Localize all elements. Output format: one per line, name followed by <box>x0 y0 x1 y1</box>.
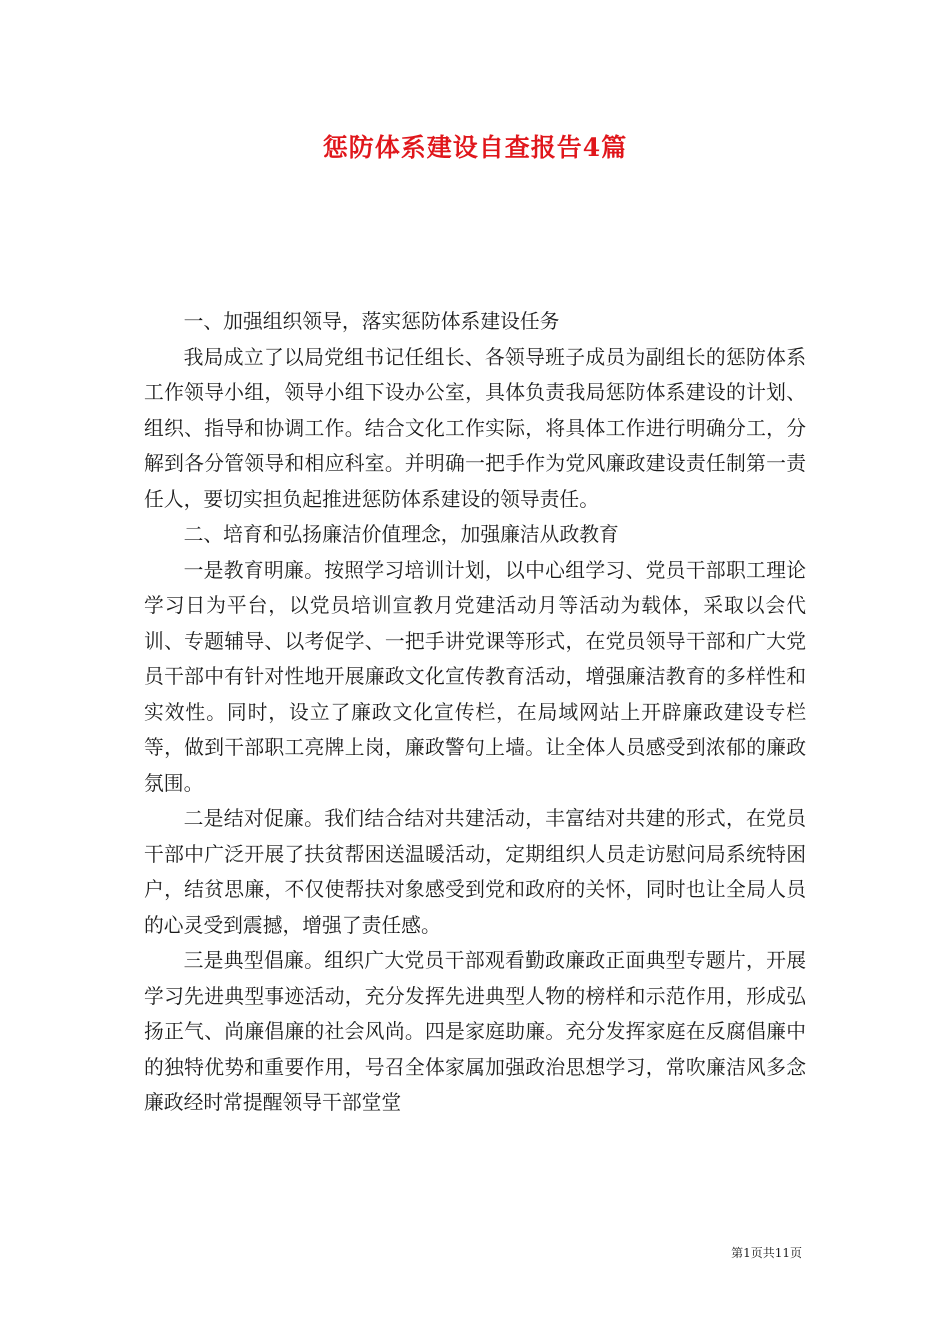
document-title: 惩防体系建设自查报告4篇 <box>322 133 628 162</box>
page-number: 第1页共11页 <box>731 1246 802 1260</box>
document-body <box>144 304 806 1121</box>
section-heading-1: 一、加强组织领导，落实惩防体系建设任务 <box>183 310 560 333</box>
paragraph-4: 三是典型倡廉。组织广大党员干部观看勤政廉政正面典型专题片，开展学习先进典型事迹活动，充分发挥先进典型人物的榜样和示范作用，形成弘扬正气、尚廉倡廉的社会风尚。四是家庭助廉。充分发挥家庭在反腐倡廉中的独特优势和重要作用，号召全体家属加强政治思想学习，常吹廉洁风多念廉政经时常提醒领导干部堂堂 <box>144 949 806 1114</box>
paragraph-1: 我局成立了以局党组书记任组长、各领导班子成员为副组长的惩防体系工作领导小组，领导小组下设办公室，具体负责我局惩防体系建设的计划、组织、指导和协调工作。结合文化工作实际，将具体工作进行明确分工，分解到各分管领导和相应科室。并明确一把手作为党风廉政建设责任制第一责任人，要切实担负起推进惩防体系建设的领导责任。 <box>144 345 806 511</box>
paragraph-2: 一是教育明廉。按照学习培训计划，以中心组学习、党员干部职工理论学习日为平台，以党员培训宣教月党建活动月等活动为载体，采取以会代训、专题辅导、以考促学、一把手讲党课等形式，在党员领导干部和广大党员干部中有针对性地开展廉政文化宣传教育活动，增强廉洁教育的多样性和实效性。同时，设立了廉政文化宣传栏，在局域网站上开辟廉政建设专栏等，做到干部职工亮牌上岗，廉政警句上墙。让全体人员感受到浓郁的廉政氛围。 <box>144 558 806 795</box>
section-heading-2: 二、培育和弘扬廉洁价值理念，加强廉洁从政教育 <box>183 523 619 546</box>
paragraph-3: 二是结对促廉。我们结合结对共建活动，丰富结对共建的形式，在党员干部中广泛开展了扶贫帮困送温暖活动，定期组织人员走访慰问局系统特困户，结贫思廉，不仅使帮扶对象感受到党和政府的关怀，同时也让全局人员的心灵受到震撼，增强了责任感。 <box>144 807 806 937</box>
